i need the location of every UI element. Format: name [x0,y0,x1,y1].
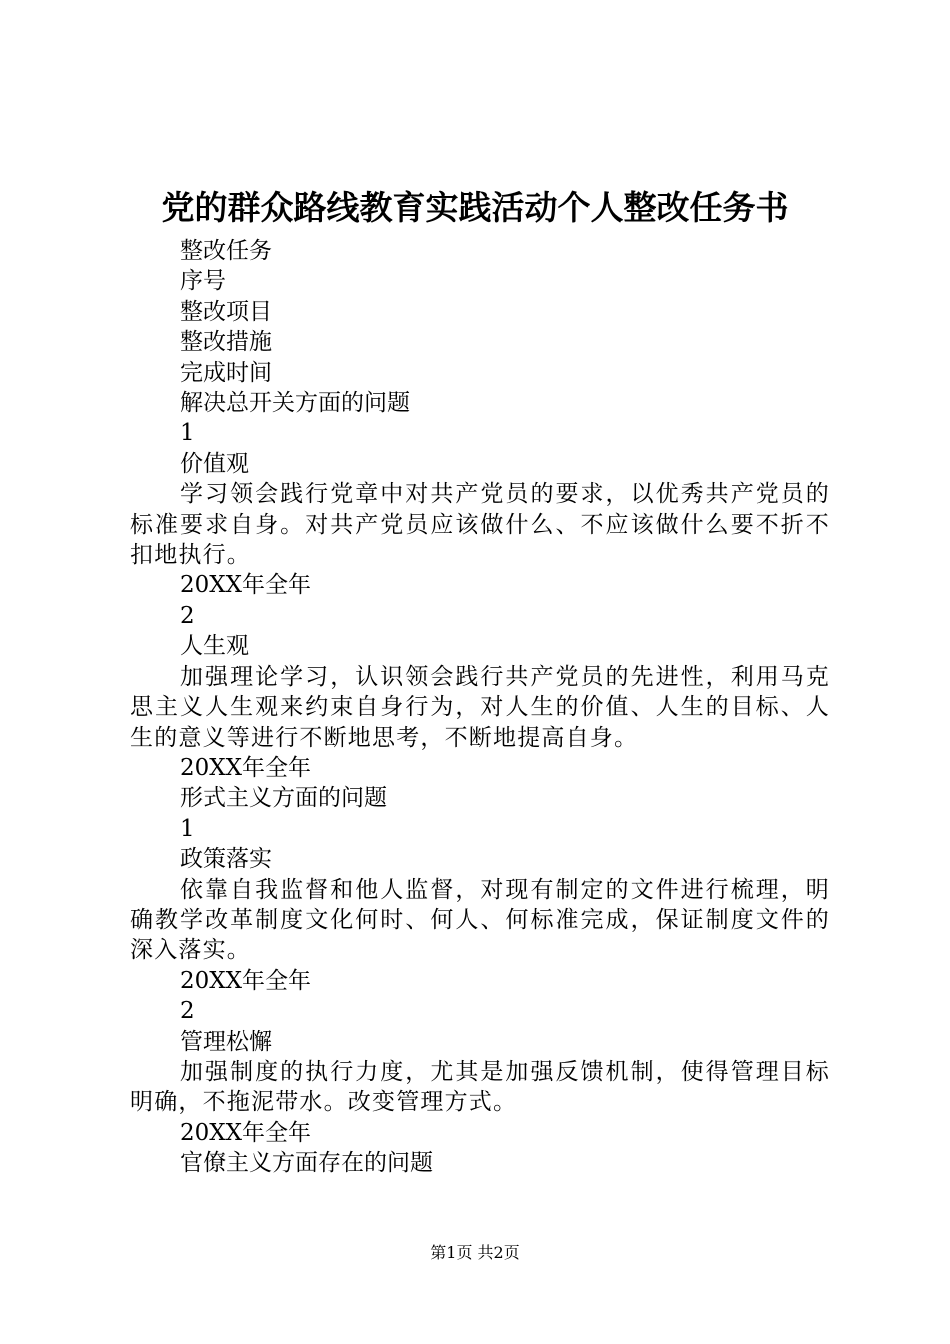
item-number: 1 [180,420,195,447]
item-measure: 依靠自我监督和他人监督，对现有制定的文件进行梳理，明确教学改革制度文化何时、何人、何标准完成，保证制度文件的深入落实。 [130,876,830,964]
header-time: 完成时间 [180,359,272,386]
item-measure: 加强理论学习，认识领会践行共产党员的先进性，利用马克思主义人生观来约束自身行为，对人生的价值、人生的目标、人生的意义等进行不断地思考，不断地提高自身。 [130,663,830,751]
header-project: 整改项目 [180,298,272,325]
header-number: 序号 [180,268,226,295]
item-measure: 学习领会践行党章中对共产党员的要求，以优秀共产党员的标准要求自身。对共产党员应该做什么、不应该做什么要不折不扣地执行。 [130,481,830,569]
header-measure: 整改措施 [180,329,272,356]
item-time: 20XX年全年 [180,967,312,994]
item-measure: 加强制度的执行力度，尤其是加强反馈机制，使得管理目标明确，不拖泥带水。改变管理方式。 [130,1058,830,1116]
section-heading: 官僚主义方面存在的问题 [180,1150,433,1177]
document-title: 党的群众路线教育实践活动个人整改任务书 [161,188,789,227]
document-body [130,236,830,1179]
item-project: 价值观 [180,450,249,477]
section-heading: 形式主义方面的问题 [180,785,387,812]
section-heading: 解决总开关方面的问题 [180,390,410,417]
item-project: 管理松懈 [180,1028,272,1055]
item-project: 政策落实 [180,846,272,873]
item-project: 人生观 [180,633,249,660]
item-time: 20XX年全年 [180,754,312,781]
item-time: 20XX年全年 [180,1119,312,1146]
item-number: 2 [180,602,195,629]
item-time: 20XX年全年 [180,572,312,599]
page-footer: 第1页 共2页 [430,1243,520,1262]
header-task: 整改任务 [180,238,272,264]
item-number: 1 [180,815,195,842]
item-number: 2 [180,998,195,1025]
